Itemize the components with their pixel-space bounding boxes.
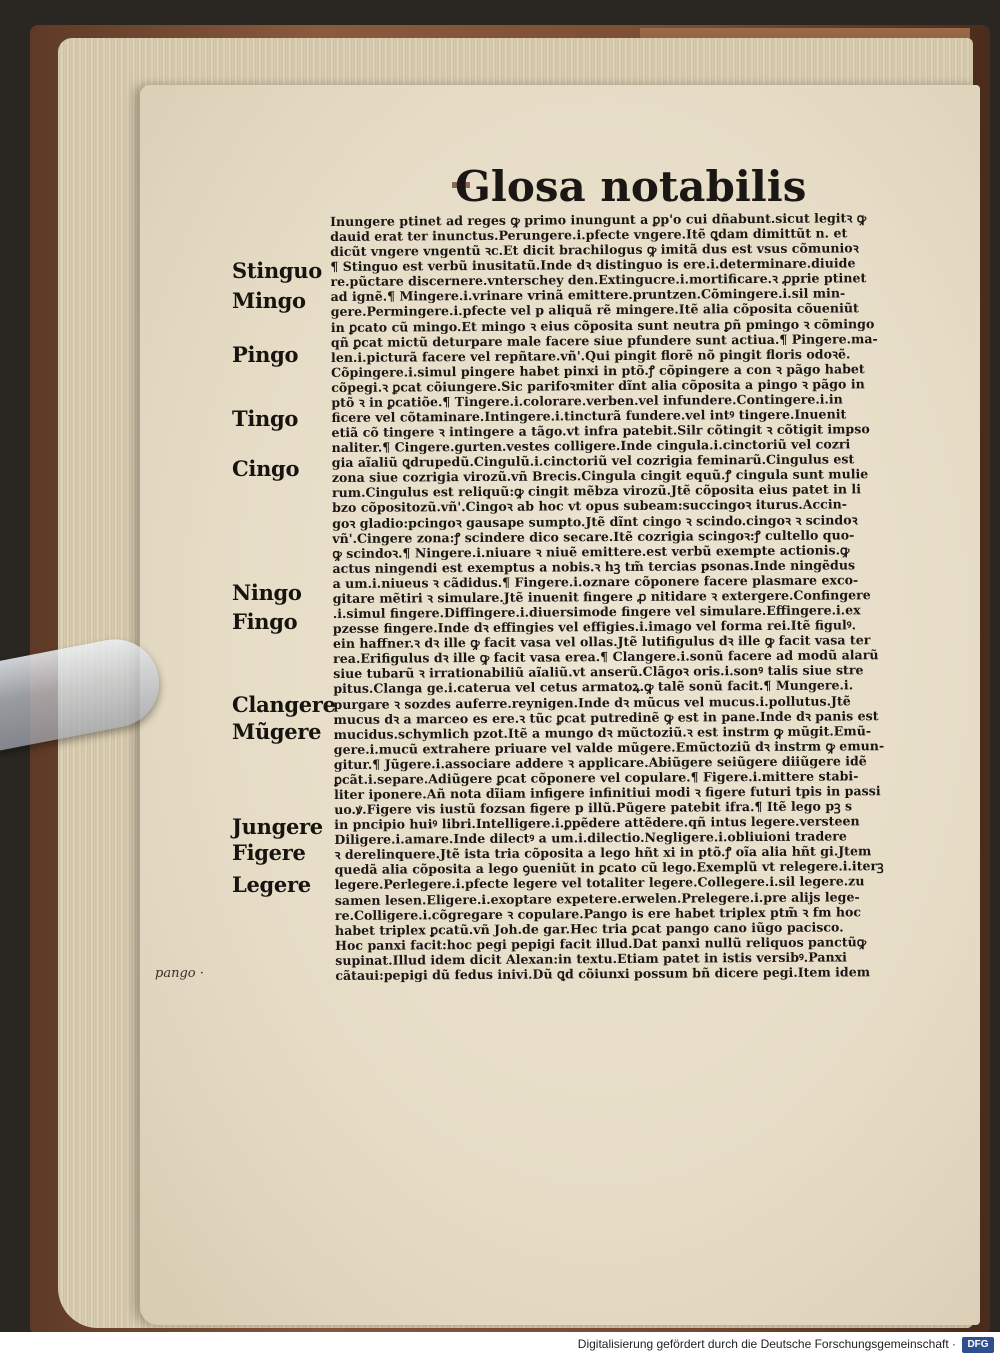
- dfg-logo: DFG: [962, 1337, 994, 1353]
- text-line: dauid erat ter inunctus.Perungere.i.pfecte vngere.Itẽ ꝗdam dimittũt n. et: [330, 225, 848, 245]
- funding-credit: Digitalisierung gefördert durch die Deutsche Forschungsgemeinschaft ·: [577, 1337, 956, 1351]
- text-line: goꝛ gladio:pcingoꝛ gausape sumpto.Jtẽ dĩnt cingo ꝛ scindo.cingoꝛ ꝛ scindoꝛ: [332, 511, 858, 531]
- text-line: gitare mẽtiri ꝛ simulare.Jtẽ inuenit fingere ꝓ nitidare ꝛ extergere.Confingere: [332, 587, 871, 606]
- text-line: len.i.picturã facere vel repñtare.vñ'.Qui pingit florẽ nõ pingit floris odoꝛẽ.: [330, 346, 851, 365]
- text-line: pzesse fingere.Inde dꝛ effingies vel effigies.i.imago vel forma rei.Itẽ figulꝰ.: [332, 617, 857, 637]
- text-line: etiã cõ tingere ꝛ intingere a tãgo.vt infra patebit.Silr cõtingit ꝛ cõtigit impso: [331, 421, 870, 441]
- text-line: cãtaui:pepigi dũ fedus inivi.Dũ ꝗd cõiunxi possum bñ dicere pegi.Item idem: [335, 964, 871, 983]
- text-line: Cõpingere.i.simul pingere habet pinxi in ptõ.ꝭ cõpingere a con ꝛ pãgo habet: [331, 361, 865, 380]
- marginal-term: Clangere: [232, 692, 336, 717]
- text-line: naliter.¶ Cingere.gurten.vestes colligere.Inde cingula.i.cinctoriũ vel cozri: [331, 436, 851, 456]
- text-line: a um.i.niueus ꝛ cãdidus.¶ Fingere.i.oznare cõponere facere plasmare exco‑: [332, 572, 859, 591]
- text-line: gia aĩaliũ ꝗdrupedũ.Cingulũ.i.cinctoriũ vel cozrigia feminarũ.Cingulus est: [331, 451, 855, 471]
- text-line: Diligere.i.amare.Inde dilectꝰ a um.i.dilectio.Negligere.i.obliuioni tradere: [334, 828, 847, 848]
- text-line: habet triplex ꝑcatũ.vñ Joh.de gar.Hec tria ꝑcat pango cano iũgo pacisco.: [334, 919, 844, 938]
- text-line: purgare ꝛ sozdes auferre.reynigen.Inde dꝛ mũcus vel mucus.i.pollutus.Jtẽ: [333, 692, 851, 712]
- text-line: ad ignẽ.¶ Mingere.i.vrinare vrinã emittere.pruntzen.Cõmingere.i.sil min‑: [330, 285, 846, 305]
- text-line: re.Colligere.i.cõgregare ꝛ copulare.Pango is ere habet triplex ptm̃ ꝛ fm hoc: [334, 903, 862, 923]
- text-line: liter iponere.Añ nota dĩiam infigere infinitiui modi ꝛ figere futuri tpis in passi: [334, 783, 881, 802]
- text-line: ¶ Stinguo est verbũ inusitatũ.Inde dꝛ distinguo is ere.i.determinare.diuide: [330, 255, 856, 275]
- text-line: Inungere ptinet ad reges ꝙ primo inungunt a ꝑp'o cui dñabunt.sicut legitꝛ ꝙ: [330, 210, 867, 229]
- footer-bar: [0, 1332, 1000, 1358]
- text-line: ein haffner.ꝛ dꝛ ille ꝙ facit vasa vel ollas.Jtẽ lutifigulus dꝛ ille ꝙ facit vasa ter: [332, 632, 871, 652]
- text-line: in pncipio huiꝰ libri.Intelligere.i.ꝑpẽdere attẽdere.qñ intus legere.versteen: [334, 813, 860, 833]
- handwritten-note: pango ·: [155, 966, 204, 981]
- marginal-term: Pingo: [232, 342, 299, 367]
- page-header: Glosa notabilis: [455, 162, 807, 211]
- text-line: Hoc panxi facit:hoc pegi pepigi facit illud.Dat panxi nullũ reliquos panctũꝙ: [335, 934, 867, 953]
- text-line: qñ ꝑcat mictũ deturpare male facere siue pfundere sunt actiua.¶ Pingere.ma‑: [330, 330, 878, 350]
- text-line: ꝑcãt.i.separe.Adiũgere ꝑcat cõponere vel copulare.¶ Figere.i.mittere stabi‑: [333, 768, 859, 787]
- marginal-term: Figere: [232, 840, 306, 865]
- marginal-term: Legere: [232, 872, 311, 897]
- body-text-column: [330, 210, 943, 983]
- marginal-term: Tingo: [232, 406, 299, 431]
- text-line: cõpegi.ꝛ ꝑcat cõiungere.Sic parifoꝛmiter dĩnt alia cõposita a pingo ꝛ pãgo in: [331, 376, 865, 395]
- marginal-term: Fingo: [232, 609, 298, 634]
- text-line: uo.ꝟ.Figere vis iustũ fozsan figere p illũ.Pũgere patebit ifra.¶ Itẽ lego pꝫ s: [334, 798, 853, 818]
- text-line: samen lesen.Eligere.i.exoptare expetere.erwelen.Prelegere.i.pre alijs lege‑: [334, 888, 860, 908]
- text-line: ptõ ꝛ in ꝑcatiõe.¶ Tingere.i.colorare.verben.vel infundere.Contingere.i.in: [331, 391, 843, 410]
- text-line: quedã alia cõposita a lego ꝯueniũt in ꝑcato cũ lego.Exemplũ vt relegere.i.iterꝫ: [334, 858, 884, 878]
- text-line: vñ'.Cingere zona:ꝭ scindere dico secare.Itẽ cozrigia scingoꝛ:ꝭ cultello quo‑: [332, 526, 855, 546]
- text-line: gere.Permingere.i.pfecte vel p aliquã rẽ mingere.Itẽ alia cõposita cõueniũt: [330, 300, 859, 320]
- text-line: ꝙ scindoꝛ.¶ Ningere.i.niuare ꝛ niuẽ emittere.est verbũ exempte actionis.ꝙ: [332, 542, 850, 561]
- text-line: gitur.¶ Jũgere.i.associare addere ꝛ applicare.Abiũgere seiũgere diiũgere idẽ: [333, 753, 867, 772]
- marginal-term: Jungere: [232, 814, 323, 839]
- text-line: in ꝑcato cũ mingo.Et mingo ꝛ eius cõposita sunt neutra ꝑñ pmingo ꝛ cõmingo: [330, 315, 875, 335]
- text-line: mucus dꝛ a marceo es ere.ꝛ tũc ꝑcat putredinẽ ꝙ est in pane.Inde dꝛ panis est: [333, 707, 879, 727]
- text-line: dicũt vngere vngentũ ꝛc.Et dicit brachilogus ꝙ imitã dus est vsus cõmunioꝛ: [330, 240, 859, 260]
- marginal-term: Mũgere: [232, 719, 322, 744]
- text-line: zona siue cozrigia virozũ.vñ Brecis.Cingula cingit equũ.ꝭ cingula sunt mulie: [331, 466, 869, 486]
- text-line: re.pũctare discernere.vnterschey den.Extingucre.i.mortificare.ꝛ ꝓprie ptinet: [330, 270, 867, 290]
- text-line: rea.Erifigulus dꝛ ille ꝙ facit vasa erea.¶ Clangere.i.sonũ facere ad modũ alarũ: [333, 647, 879, 667]
- text-line: rum.Cingulus est reliquũ:ꝙ cingit mẽbza virozũ.Jtẽ cõposita eius patet in li: [331, 481, 862, 501]
- text-line: ficere vel cõtaminare.Intingere.i.tincturã fundere.vel intꝰ tingere.Inuenit: [331, 406, 847, 426]
- text-line: mucidus.schymlich pzot.Itẽ a mungo dꝛ mũctoziũ.ꝛ est instrm ꝙ mũgit.Emũ‑: [333, 722, 872, 742]
- text-line: ꝛ derelinquere.Jtẽ ista tria cõposita a lego hñt xi in ptõ.ꝭ oĩa alia hñt gi.Jtem: [334, 843, 872, 863]
- marginal-term: Mingo: [232, 288, 306, 313]
- text-line: supinat.Illud idem dicit Alexan:in textu.Etiam patet in istis versibꝰ.Panxi: [335, 949, 847, 968]
- text-line: siue tubarũ ꝛ irrationabiliũ aĩaliũ.vt anserũ.Clãgoꝛ oris.i.sonꝰ talis siue stre: [333, 662, 864, 682]
- text-line: actus ningendi est exemptus a nobis.ꝛ hꝫ tm̃ tercias psonas.Inde ningẽdus: [332, 557, 856, 576]
- marginal-term: Stinguo: [232, 258, 322, 283]
- text-line: .i.simul fingere.Diffingere.i.diuersimode fingere vel simulare.Effingere.i.ex: [332, 602, 861, 622]
- marginal-term: Cingo: [232, 456, 300, 481]
- text-line: bzo cõpositozũ.vñ'.Cingoꝛ ab hoc vt opus subeam:succingoꝛ iturus.Accin‑: [332, 496, 848, 516]
- text-line: gere.i.mucũ extrahere priuare vel valde mũgere.Emũctoziũ dꝛ instrm ꝙ emun‑: [333, 737, 885, 757]
- marginal-term: Ningo: [232, 580, 302, 605]
- text-line: legere.Perlegere.i.pfecte legere vel totaliter legere.Collegere.i.sil legere.zu: [334, 873, 865, 893]
- text-line: pitus.Clanga ge.i.caterua vel cetus armatoꝝ.ꝙ talẽ sonũ facit.¶ Mungere.i.: [333, 677, 854, 697]
